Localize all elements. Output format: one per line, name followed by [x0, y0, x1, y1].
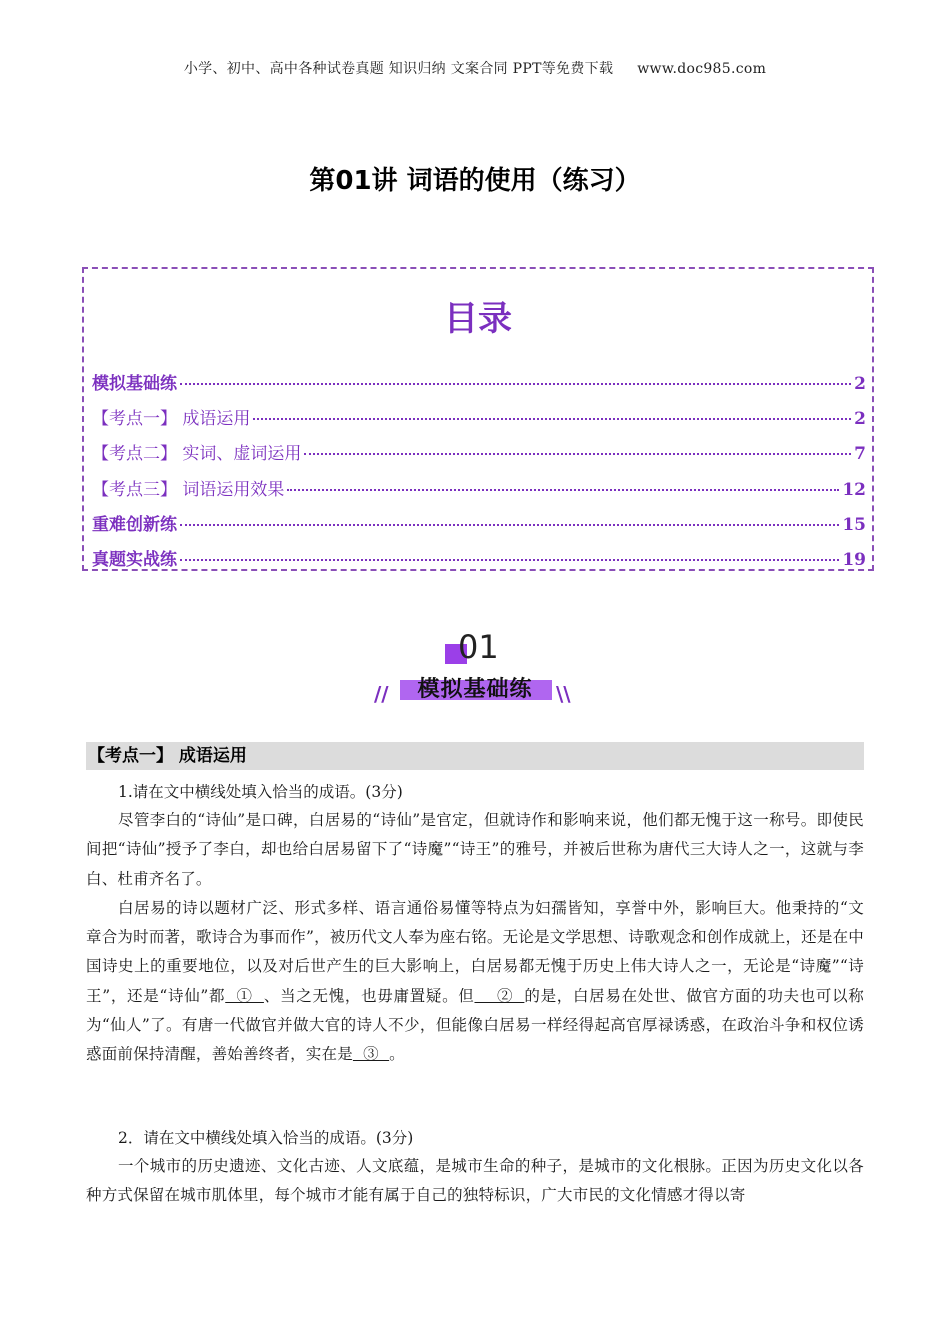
- paragraph-text: 、当之无愧，也毋庸置疑。但: [263, 986, 475, 1005]
- section-title: 模拟基础练: [417, 677, 533, 702]
- section-banner: [0, 628, 950, 708]
- question-1: [86, 778, 864, 1070]
- toc-leader: [304, 453, 851, 455]
- toc-item-kaodian2[interactable]: [92, 439, 866, 474]
- answer-blank-3[interactable]: ③: [352, 1045, 390, 1064]
- question-paragraph: [86, 894, 864, 1070]
- toc-item-page: 19: [842, 549, 866, 570]
- toc-item-label: 【考点三】 词语运用效果: [92, 479, 285, 500]
- banner-slash-right-icon: \\: [556, 682, 571, 706]
- toc-leader: [180, 524, 839, 526]
- question-paragraph: 一个城市的历史遗迹、文化古迹、人文底蕴，是城市生命的种子，是城市的文化根脉。正因为历史文化以各种方式保留在城市肌体里，每个城市才能有属于自己的独特标识，广大市民的文化情感才得以寄: [86, 1157, 864, 1205]
- banner-slash-left-icon: //: [374, 682, 389, 706]
- kaodian-heading: 【考点一】 成语运用: [86, 742, 864, 770]
- toc-item-page: 7: [854, 444, 866, 465]
- paragraph-text: 白居易的诗以题材广泛、形式多样、语言通俗易懂等特点为妇孺皆知，享誉中外，影响巨大。他秉持的“文章合为时而著，歌诗合为事而作”，被历代文人奉为座右铭。无论是文学思想、诗歌观念和创作成就上，还是在中国诗史上的重要地位，以及对后世产生的巨大影响上，白居易都无愧于历史上伟大诗人之一，无论是“诗魔”“诗王”，还是“诗仙”都: [86, 898, 864, 1005]
- question-2: [86, 1124, 864, 1211]
- toc-leader: [180, 559, 839, 561]
- answer-blank-2[interactable]: ②: [474, 986, 525, 1005]
- toc-item-page: 12: [842, 479, 866, 500]
- toc-leader: [180, 383, 851, 385]
- toc-item-kaodian1[interactable]: [92, 404, 866, 439]
- question-stem: 1.请在文中横线处填入恰当的成语。(3分): [118, 783, 403, 801]
- section-number: 01: [458, 628, 499, 666]
- paragraph-text: 。: [389, 1045, 405, 1064]
- toc-item-page: 2: [854, 409, 866, 430]
- toc-item-label: 【考点二】 实词、虚词运用: [92, 444, 302, 465]
- toc-list: [92, 369, 866, 580]
- toc-leader: [253, 418, 851, 420]
- toc-heading: 目录: [444, 299, 512, 339]
- table-of-contents: [82, 267, 874, 571]
- toc-item-label: 模拟基础练: [92, 374, 177, 394]
- header-text: 小学、初中、高中各种试卷真题 知识归纳 文案合同 PPT等免费下载: [183, 61, 614, 77]
- document-title: 第01讲 词语的使用（练习）: [309, 166, 641, 196]
- toc-item-label: 真题实战练: [92, 549, 177, 570]
- toc-item-zhenti[interactable]: [92, 545, 866, 580]
- header-url[interactable]: www.doc985.com: [637, 61, 767, 77]
- answer-blank-1[interactable]: ①: [225, 986, 264, 1005]
- toc-item-page: 2: [854, 374, 866, 394]
- toc-item-label: 【考点一】 成语运用: [92, 409, 251, 430]
- question-paragraph: 尽管李白的“诗仙”是口碑，白居易的“诗仙”是官定，但就诗作和影响来说，他们都无愧于这一称号。即使民间把“诗仙”授予了李白，却也给白居易留下了“诗魔”“诗王”的雅号，并被后世称为唐代三大诗人之一，这就与李白、杜甫齐名了。: [86, 811, 864, 888]
- toc-item-kaodian3[interactable]: [92, 475, 866, 510]
- page-header: [0, 58, 950, 78]
- toc-leader: [287, 489, 839, 491]
- toc-item-moni[interactable]: [92, 369, 866, 404]
- toc-item-page: 15: [842, 514, 866, 535]
- paragraph-text: 的是，白居易在处世、做官方面的功夫也可以称为“仙人”了。有唐一代做官并做大官的诗人不少，但能像白居易一样经得起高官厚禄诱惑，在政治斗争和权位诱惑面前保持清醒，善始善终者，实在是: [86, 986, 865, 1064]
- question-stem: 2．请在文中横线处填入恰当的成语。(3分): [118, 1129, 414, 1147]
- toc-item-zhongnan[interactable]: [92, 510, 866, 545]
- toc-item-label: 重难创新练: [92, 514, 177, 535]
